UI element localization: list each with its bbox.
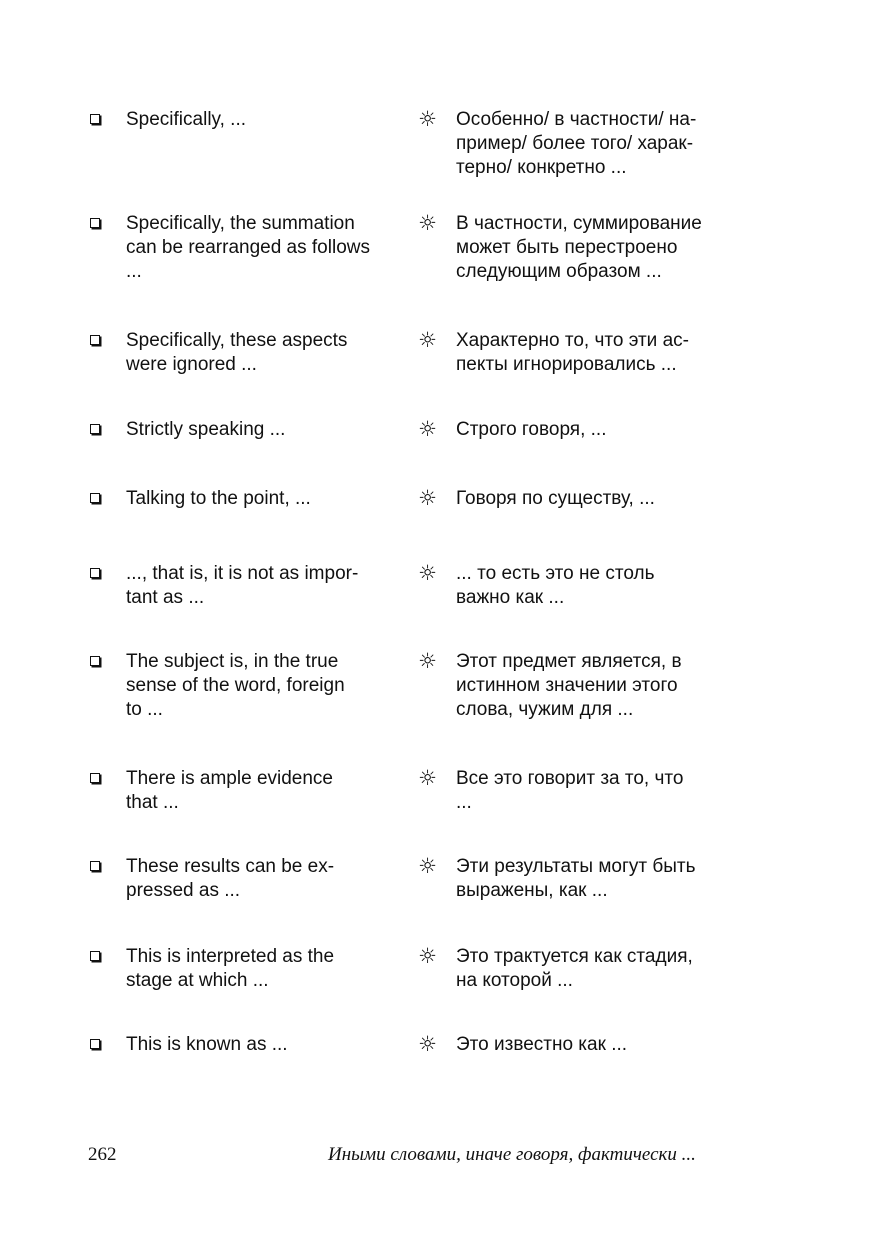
english-phrase: Specifically, ... — [126, 109, 247, 130]
english-phrase: ..., that is, it is not as impor- tant as ... — [126, 563, 359, 608]
english-phrase: This is interpreted as the stage at which ... — [126, 946, 335, 991]
checkbox-square-icon — [90, 335, 100, 345]
sun-icon: ☼ — [418, 328, 437, 352]
sun-icon: ☼ — [418, 649, 437, 673]
russian-translation: Это известно как ... — [456, 1034, 628, 1055]
sun-icon: ☼ — [418, 107, 437, 131]
russian-translation: Характерно то, что эти ас- пекты игнорировались ... — [456, 330, 689, 375]
english-phrase: Strictly speaking ... — [126, 419, 286, 440]
sun-icon: ☼ — [418, 1032, 437, 1056]
sun-icon: ☼ — [418, 211, 437, 235]
russian-translation: Строго говоря, ... — [456, 419, 607, 440]
sun-icon: ☼ — [418, 854, 437, 878]
sun-icon: ☼ — [418, 766, 437, 790]
russian-translation: Все это говорит за то, что ... — [456, 768, 684, 813]
english-phrase: Talking to the point, ... — [126, 488, 311, 509]
russian-translation: Говоря по существу, ... — [456, 488, 655, 509]
checkbox-square-icon — [90, 951, 100, 961]
russian-translation: Эти результаты могут быть выражены, как ... — [456, 856, 696, 901]
running-footer-title: Иными словами, иначе говоря, фактически ... — [328, 1144, 696, 1165]
page-number: 262 — [88, 1144, 117, 1165]
checkbox-square-icon — [90, 1039, 100, 1049]
russian-translation: Это трактуется как стадия, на которой ... — [456, 946, 693, 991]
russian-translation: В частности, суммирование может быть перестроено следующим образом ... — [456, 213, 702, 282]
checkbox-square-icon — [90, 218, 100, 228]
checkbox-square-icon — [90, 424, 100, 434]
sun-icon: ☼ — [418, 561, 437, 585]
english-phrase: Specifically, these aspects were ignored ... — [126, 330, 348, 375]
checkbox-square-icon — [90, 861, 100, 871]
checkbox-square-icon — [90, 656, 100, 666]
sun-icon: ☼ — [418, 486, 437, 510]
checkbox-square-icon — [90, 773, 100, 783]
checkbox-square-icon — [90, 114, 100, 124]
russian-translation: ... то есть это не столь важно как ... — [456, 563, 655, 608]
russian-translation: Особенно/ в частности/ на- пример/ более того/ харак- терно/ конкретно ... — [456, 109, 697, 178]
english-phrase: The subject is, in the true sense of the word, foreign to ... — [126, 651, 345, 720]
sun-icon: ☼ — [418, 944, 437, 968]
russian-translation: Этот предмет является, в истинном значении этого слова, чужим для ... — [456, 651, 682, 720]
english-phrase: There is ample evidence that ... — [126, 768, 333, 813]
english-phrase: These results can be ex- pressed as ... — [126, 856, 335, 901]
sun-icon: ☼ — [418, 417, 437, 441]
english-phrase: Specifically, the summation can be rearranged as follows ... — [126, 213, 370, 282]
english-phrase: This is known as ... — [126, 1034, 288, 1055]
checkbox-square-icon — [90, 493, 100, 503]
checkbox-square-icon — [90, 568, 100, 578]
